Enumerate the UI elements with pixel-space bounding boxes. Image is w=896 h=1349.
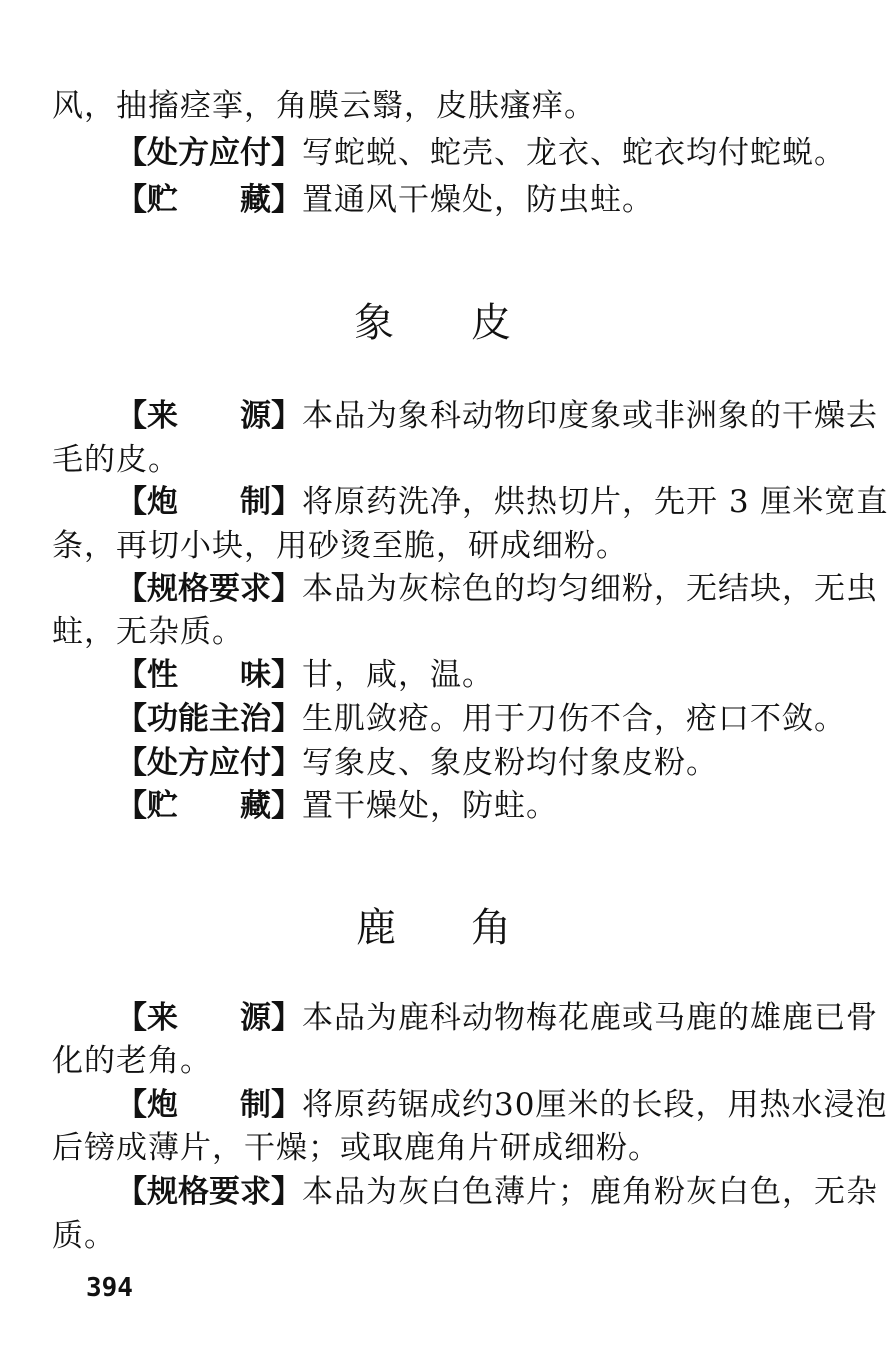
entry-text: 本品为灰白色薄片；鹿角粉灰白色，无杂: [302, 1174, 878, 1210]
entry-continuation: 质。: [52, 1218, 116, 1254]
entry-spec: [116, 1172, 878, 1212]
entry-continuation: 后镑成薄片，干燥；或取鹿角片研成细粉。: [52, 1130, 660, 1166]
entry-text: 写蛇蜕、蛇壳、龙衣、蛇衣均付蛇蜕。: [302, 135, 846, 171]
entry-text: 本品为鹿科动物梅花鹿或马鹿的雄鹿已骨: [302, 1000, 878, 1036]
entry-text: 将原药洗净，烘热切片，先开 3 厘米宽直: [302, 484, 889, 520]
entry-prescription: [116, 133, 846, 173]
entry-label: 【贮 藏】: [116, 182, 302, 218]
entry-label: 【来 源】: [116, 1000, 302, 1036]
entry-label: 【规格要求】: [116, 571, 302, 607]
entry-spec: [116, 569, 878, 609]
entry-continuation: 化的老角。: [52, 1043, 212, 1079]
continuation-text: 风，抽搐痉挛，角膜云翳，皮肤瘙痒。: [52, 88, 596, 124]
title-char: 皮: [471, 300, 511, 346]
entry-label: 【贮 藏】: [116, 788, 302, 824]
entry-label: 【功能主治】: [116, 701, 302, 737]
entry-label: 【规格要求】: [116, 1174, 302, 1210]
entry-text: 置干燥处，防蛀。: [302, 788, 558, 824]
entry-function: [116, 699, 846, 739]
entry-label: 【炮 制】: [116, 1087, 302, 1123]
entry-source: [116, 396, 878, 436]
entry-text: 将原药锯成约30厘米的长段，用热水浸泡: [302, 1087, 888, 1123]
entry-label: 【炮 制】: [116, 484, 302, 520]
title-char: 角: [471, 905, 511, 951]
entry-label: 【处方应付】: [116, 135, 302, 171]
entry-prescription: [116, 743, 816, 783]
entry-label: 【来 源】: [116, 398, 302, 434]
entry-continuation: 条，再切小块，用砂烫至脆，研成细粉。: [52, 528, 628, 564]
entry-label: 【处方应付】: [116, 745, 302, 781]
entry-continuation: 毛的皮。: [52, 442, 180, 478]
entry-storage: [116, 786, 816, 826]
entry-processing: [116, 482, 889, 522]
entry-text: 本品为象科动物印度象或非洲象的干燥去: [302, 398, 878, 434]
entry-processing: [116, 1085, 888, 1125]
title-char: 象: [354, 300, 394, 346]
entry-text: 写象皮、象皮粉均付象皮粉。: [302, 745, 718, 781]
entry-text: 甘，咸，温。: [302, 657, 494, 693]
entry-nature: [116, 655, 816, 695]
title-char: 鹿: [356, 905, 396, 951]
entry-label: 【性 味】: [116, 657, 302, 693]
entry-continuation: 蛀，无杂质。: [52, 614, 244, 650]
entry-text: 本品为灰棕色的均匀细粉，无结块，无虫: [302, 571, 878, 607]
page-number: 394: [86, 1273, 133, 1303]
entry-storage: [116, 180, 816, 220]
entry-source: [116, 998, 878, 1038]
entry-text: 生肌敛疮。用于刀伤不合，疮口不敛。: [302, 701, 846, 737]
entry-text: 置通风干燥处，防虫蛀。: [302, 182, 654, 218]
